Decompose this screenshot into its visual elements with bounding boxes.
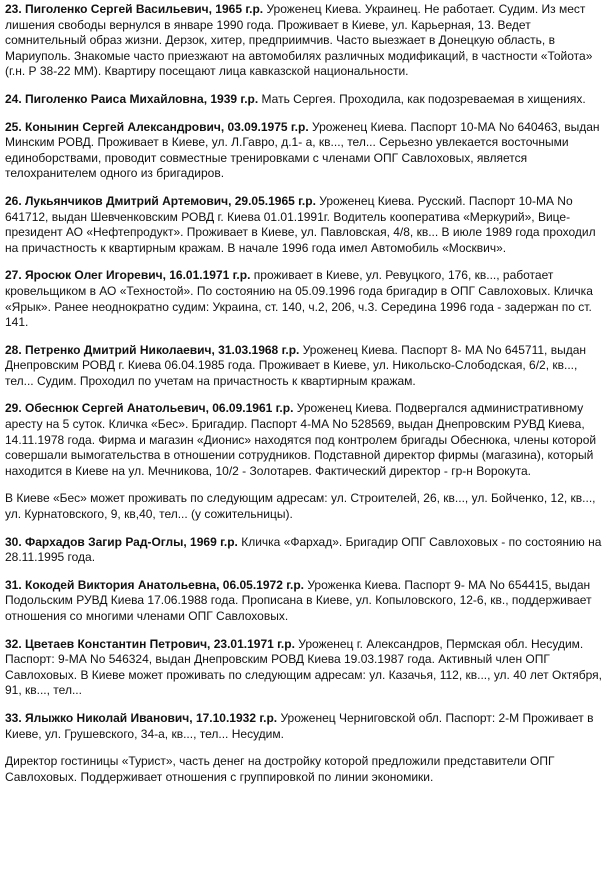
entry-text: В Киеве «Бес» может проживать по следующим адресам: ул. Строителей, 26, кв..., ул. Бойченко, 12, кв..., ул. Курнатовского, 9, кв,40, тел... (у сожительницы). <box>5 491 596 522</box>
entry-name: 32. Цветаев Константин Петрович, 23.01.1971 г.р. <box>5 636 295 651</box>
entry-31 <box>5 578 609 625</box>
entry-30 <box>5 535 609 566</box>
entry-26 <box>5 194 609 256</box>
entry-33 <box>5 711 609 742</box>
entry-29-addresses <box>5 491 609 522</box>
entry-text: Уроженец Киева. Подвергался административному аресту на 5 суток. Кличка «Бес». Бригадир. Паспорт 4-МА No 528569, выдан Днепровским РУВД Киева, 14.11.1978 года. Фирма и магазин «Дионис» находятся под контролем бригады Обеснюка, члены которой совершали вымогательства в отношении сотрудников. Подставной директор фирмы (магазина), который находится в Киеве на ул. Мечникова, 10/2 - Золотарев. Фактический директор - гр-н Ворокута. <box>5 401 597 478</box>
entry-name: 29. Обеснюк Сергей Анатольевич, 06.09.1961 г.р. <box>5 401 294 416</box>
entry-text: Уроженец Киева. Украинец. Не работает. Судим. Из мест лишения свободы вернулся в январе 1990 года. Проживает в Киеве, ул. Карьерная, 13. Ведет сомнительный образ жизни. Дерзок, хитер, предприимчив. Часто выезжает в Донецкую область, в Мариуполь. Знакомые часто приезжают на автомобилях различных модификаций, в частности «Тойота» (г.н. Р 38-22 ММ). Квартиру посещают лица кавказской национальности. <box>5 2 593 79</box>
entry-name: 30. Фархадов Загир Рад-Оглы, 1969 г.р. <box>5 534 238 549</box>
entry-name: 23. Пиголенко Сергей Васильевич, 1965 г.р. <box>5 2 264 16</box>
entry-28 <box>5 343 609 390</box>
entry-text: Уроженец г. Александров, Пермская обл. Несудим. Паспорт: 9-МА No 546324, выдан Днепровским РОВД Киева 19.03.1987 года. Активный член ОПГ Савлоховых. В Киеве может проживать по следующим адресам: ул. Казачья, 112, кв..., ул. 40 лет Октября, 91, кв..., тел... <box>5 636 602 698</box>
entry-32 <box>5 637 609 699</box>
entry-text: Кличка «Фархад». Бригадир ОПГ Савлоховых - по состоянию на 28.11.1995 года. <box>5 534 602 565</box>
entry-name: 31. Кокодей Виктория Анатольевна, 06.05.1972 г.р. <box>5 577 304 592</box>
entry-text: Мать Сергея. Проходила, как подозреваемая в хищениях. <box>258 91 586 106</box>
entry-27 <box>5 268 609 330</box>
entry-text: Уроженка Киева. Паспорт 9- МА No 654415, выдан Подольским РУВД Киева 17.06.1988 года. Прописана в Киеве, ул. Копыловского, 12-6, кв., поддерживает отношения со многими членами ОПГ Савлоховых. <box>5 577 592 623</box>
entry-25 <box>5 120 609 182</box>
entry-33-details <box>5 754 609 785</box>
entry-text: Директор гостиницы «Турист», часть денег на достройку которой предложили представители ОПГ Савлоховых. Поддерживает отношения с группировкой по линии экономики. <box>5 754 555 784</box>
entry-24 <box>5 92 609 108</box>
entry-text: Уроженец Киева. Паспорт 8- МА No 645711, выдан Днепровским РОВД г. Киева 06.04.1985 года. Проживает в Киеве, ул. Никольско-Слободская, 6/2, кв..., тел... Судим. Проходил по учетам на причастность к квартирным кражам. <box>5 342 587 388</box>
entry-name: 25. Конынин Сергей Александрович, 03.09.1975 г.р. <box>5 119 309 134</box>
entry-name: 24. Пиголенко Раиса Михайловна, 1939 г.р. <box>5 91 259 106</box>
entry-text: проживает в Киеве, ул. Ревуцкого, 176, кв..., работает кровельщиком в АО «Техностой». По состоянию на 05.09.1996 года бригадир в ОПГ Савлоховых. Кличка «Ярык». Ранее неоднократно судим: Украина, ст. 140, ч.2, 206, ч.3. Середина 1996 года - задержан по ст. 141. <box>5 268 593 330</box>
entry-text: Уроженец Киева. Паспорт 10-МА No 640463, выдан Минским РОВД. Проживает в Киеве, ул. Л.Гавро, д.1- а, кв..., тел... Серьезно увлекается восточными единоборствами, проводит совместные тренировками с членами ОПГ Савлоховых, является телохранителем одного из бригадиров. <box>5 119 600 181</box>
entry-name: 33. Ялыжко Николай Иванович, 17.10.1932 г.р. <box>5 710 278 725</box>
entry-text: Уроженец Черниговской обл. Паспорт: 2-М Проживает в Киеве, ул. Грушевского, 34-а, кв..., тел... Несудим. <box>5 710 594 741</box>
entry-text: Уроженец Киева. Русский. Паспорт 10-МА No 641712, выдан Шевченковским РОВД г. Киева 01.01.1991г. Водитель кооператива «Меркурий», Вице-президент АО «Нефтепродукт». Проживает в Киеве, ул. Павловская, 4/8, кв... В июле 1989 года проходил на причастность к квартирным кражам. В начале 1996 года имел Автомобиль «Москвич». <box>5 193 596 255</box>
entry-name: 28. Петренко Дмитрий Николаевич, 31.03.1968 г.р. <box>5 342 300 357</box>
entry-name: 26. Лукьянчиков Дмитрий Артемович, 29.05.1965 г.р. <box>5 193 316 208</box>
entry-name: 27. Яросюк Олег Игоревич, 16.01.1971 г.р. <box>5 268 251 283</box>
entry-23 <box>5 2 609 80</box>
entry-29 <box>5 401 609 479</box>
